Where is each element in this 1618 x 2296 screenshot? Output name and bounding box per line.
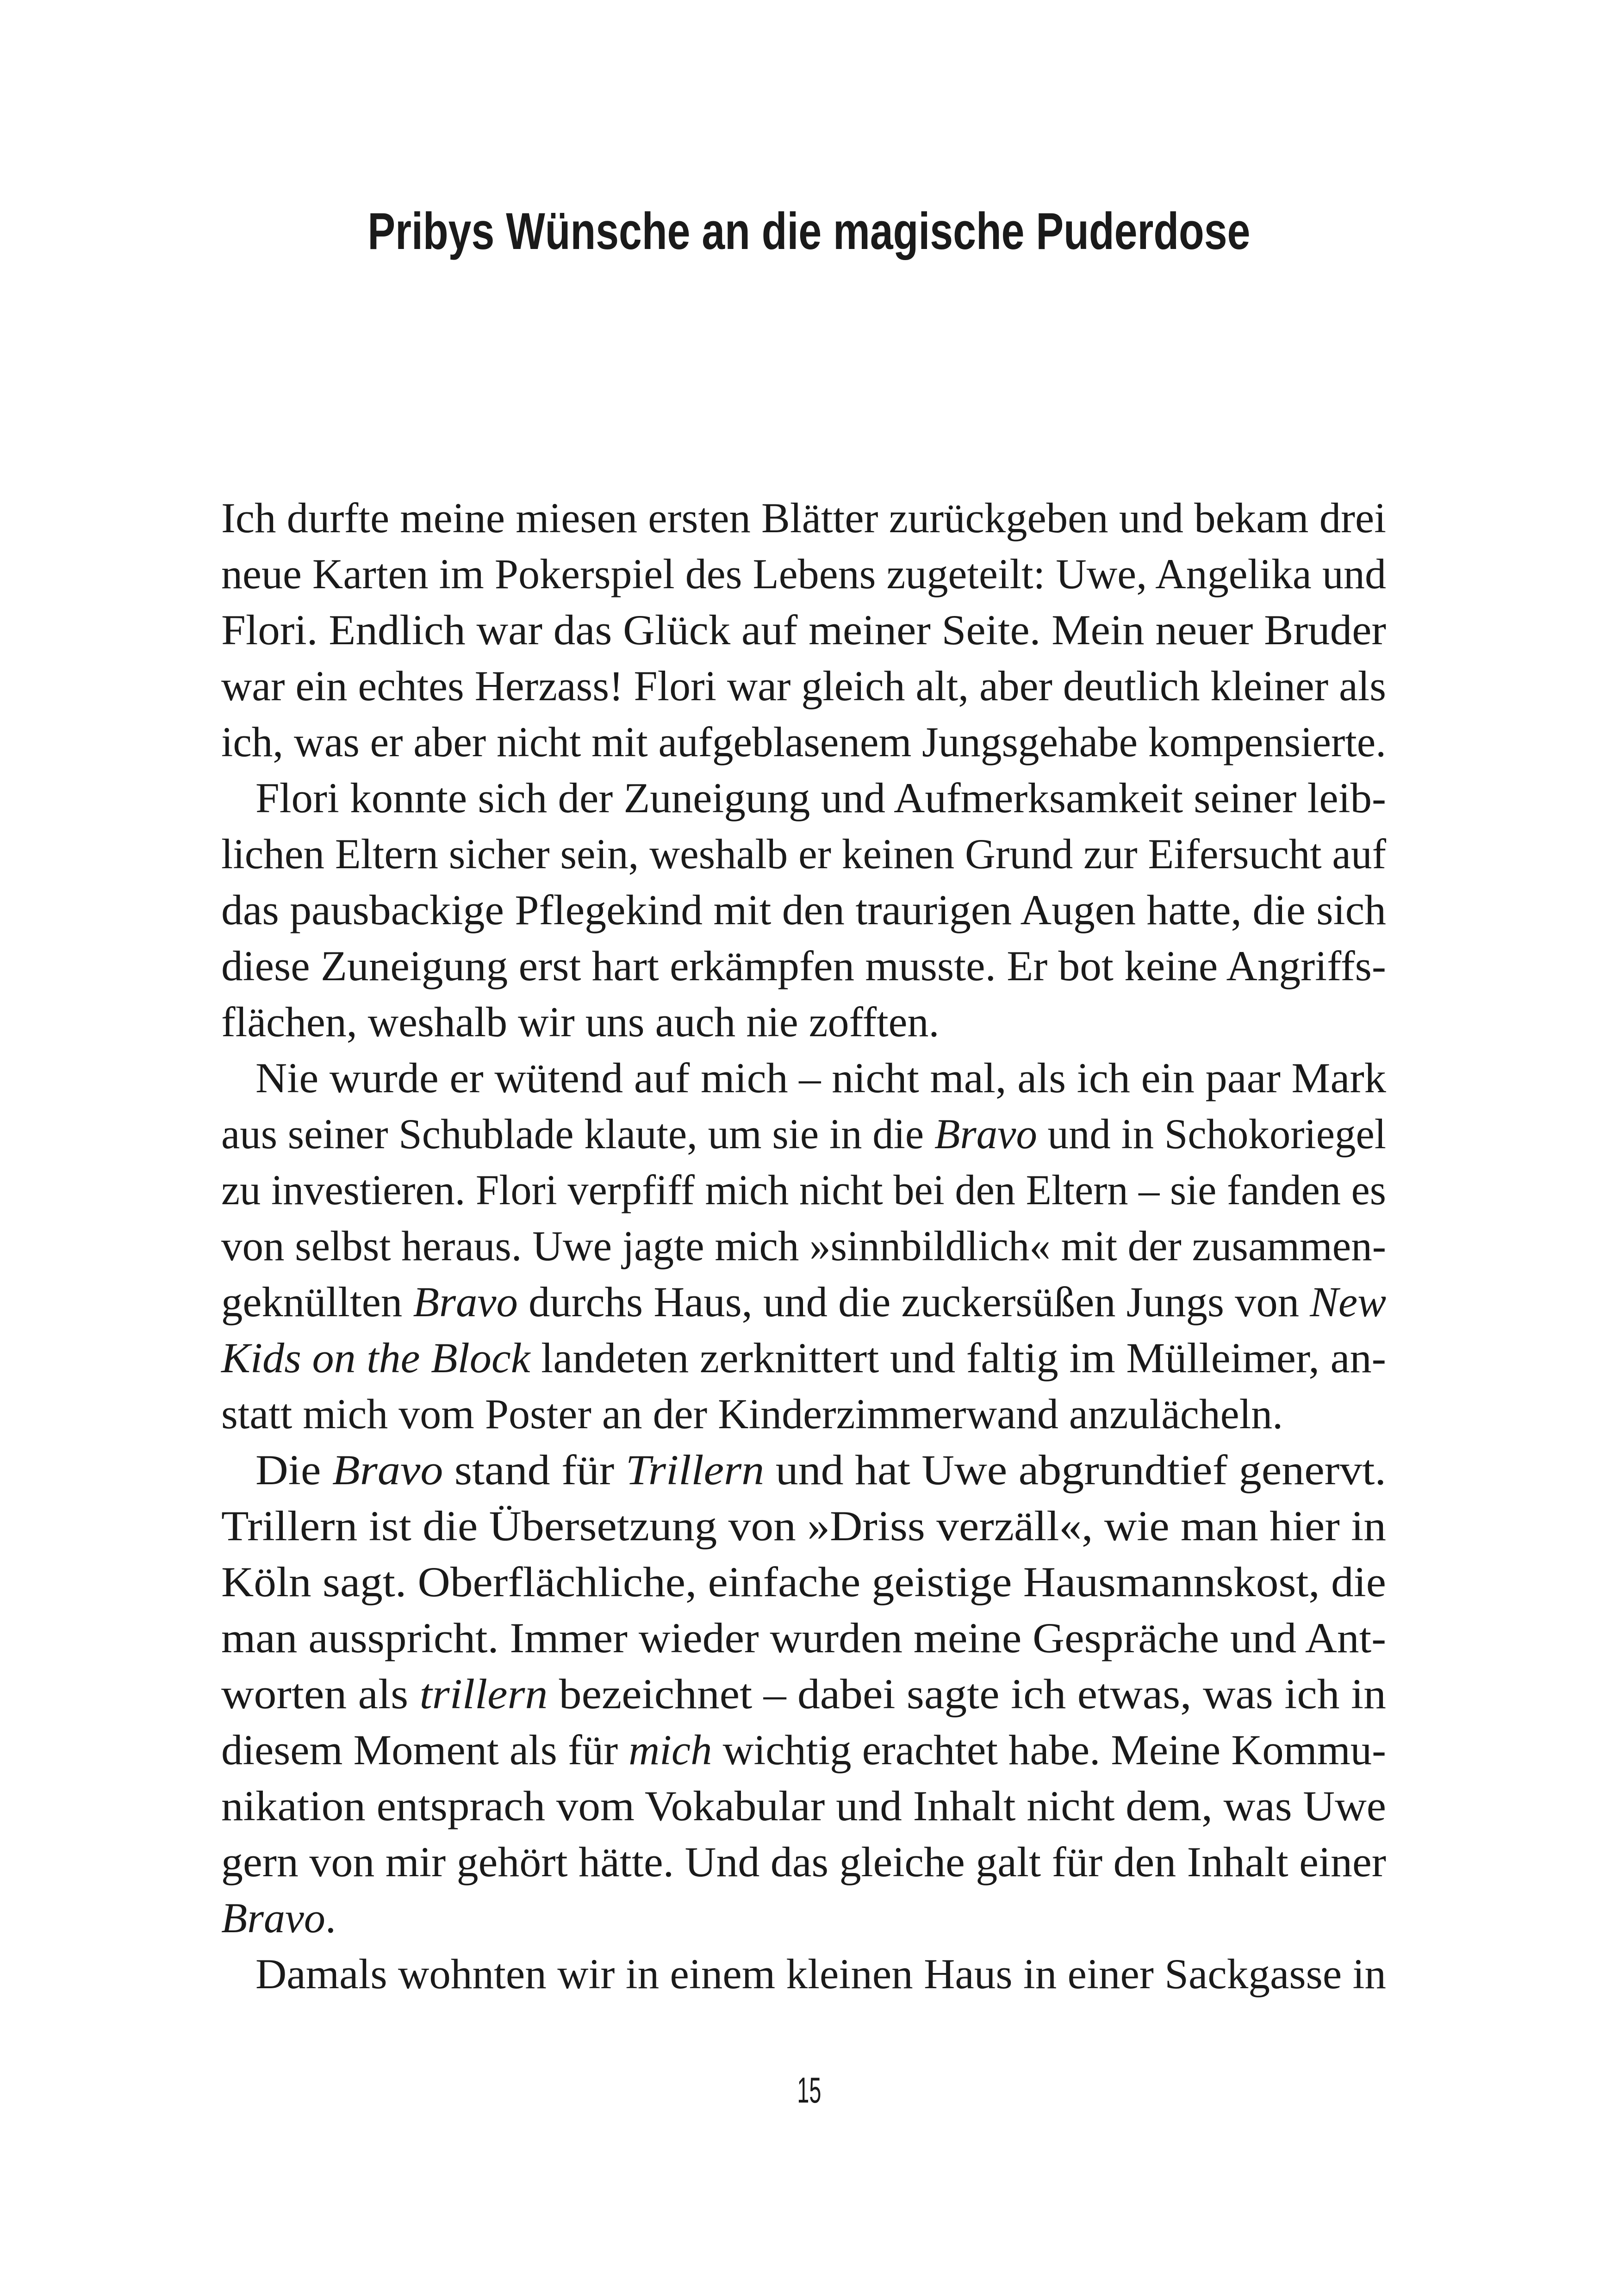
text-span: man ausspricht. Immer wieder wurden meine Gespräche und Ant-: [221, 1614, 1386, 1661]
text-line-content: [221, 994, 940, 1050]
text-line-content: [221, 1498, 1386, 1554]
text-line: [221, 1890, 1386, 1946]
text-span: diese Zuneigung erst hart erkämpfen musste. Er bot keine Angriffs-: [221, 942, 1386, 989]
text-line: [221, 1498, 1386, 1554]
text-line: [221, 1778, 1386, 1834]
text-line-content: [221, 1666, 1386, 1722]
text-span: nikation entsprach vom Vokabular und Inhalt nicht dem, was Uwe: [221, 1782, 1386, 1829]
italic-text: New: [1310, 1278, 1386, 1325]
text-span: stand für: [443, 1446, 626, 1493]
text-line-content: [221, 1778, 1386, 1834]
text-line-content: [255, 770, 1386, 826]
text-line-content: [221, 826, 1386, 882]
text-line: [221, 1218, 1386, 1274]
text-span: von selbst heraus. Uwe jagte mich »sinnbildlich« mit der zusammen-: [221, 1222, 1386, 1269]
text-span: .: [325, 1894, 336, 1941]
text-line-content: [221, 1834, 1386, 1890]
text-line: [221, 1442, 1386, 1498]
text-line: [221, 714, 1386, 770]
text-span: und in Schokoriegel: [1037, 1110, 1386, 1157]
text-span: durchs Haus, und die zuckersüßen Jungs von: [517, 1278, 1310, 1325]
text-span: Ich durfte meine miesen ersten Blätter zurückgeben und bekam drei: [221, 494, 1386, 541]
chapter-heading-text: Pribys Wünsche an die magische Puderdose: [367, 202, 1251, 260]
text-span: das pausbackige Pflegekind mit den traurigen Augen hatte, die sich: [221, 886, 1386, 933]
text-span: Flori. Endlich war das Glück auf meiner Seite. Mein neuer Bruder: [221, 606, 1386, 653]
text-line: [221, 1610, 1386, 1666]
text-line: [221, 1834, 1386, 1890]
chapter-heading: [0, 199, 1618, 264]
text-line-content: [221, 882, 1386, 938]
italic-text: Bravo: [934, 1110, 1037, 1157]
text-line-content: [221, 1386, 1283, 1442]
text-span: flächen, weshalb wir uns auch nie zofften.: [221, 998, 940, 1045]
text-span: geknüllten: [221, 1278, 413, 1325]
text-line: [221, 546, 1386, 602]
text-line-content: [221, 1722, 1386, 1778]
text-line-content: [255, 1050, 1386, 1106]
text-span: zu investieren. Flori verpfiff mich nicht bei den Eltern – sie fanden es: [221, 1166, 1386, 1213]
italic-text: Trillern: [625, 1446, 765, 1493]
text-line-content: [221, 938, 1386, 994]
text-line: [221, 490, 1386, 546]
text-line: [221, 882, 1386, 938]
text-span: Damals wohnten wir in einem kleinen Haus in einer Sackgasse in: [255, 1950, 1386, 1997]
italic-text: trillern: [419, 1670, 548, 1717]
text-line: [221, 1050, 1386, 1106]
italic-text: Kids on the Block: [221, 1334, 530, 1381]
text-line: [221, 826, 1386, 882]
text-span: bezeichnet – dabei sagte ich etwas, was ich in: [548, 1670, 1386, 1717]
text-line: [221, 770, 1386, 826]
body-text: [221, 490, 1386, 2002]
text-line-content: [255, 1946, 1386, 2002]
text-line-content: [221, 490, 1386, 546]
text-line: [221, 1386, 1386, 1442]
text-line: [221, 1162, 1386, 1218]
text-line: [221, 938, 1386, 994]
text-line-content: [221, 658, 1386, 714]
text-line-content: [221, 1218, 1386, 1274]
text-line: [221, 994, 1386, 1050]
text-span: Trillern ist die Übersetzung von »Driss verzäll«, wie man hier in: [221, 1502, 1386, 1549]
text-line: [221, 1946, 1386, 2002]
text-line: [221, 1330, 1386, 1386]
text-span: wichtig erachtet habe. Meine Kommu-: [712, 1726, 1386, 1773]
text-span: Die: [255, 1446, 332, 1493]
text-span: landeten zerknittert und faltig im Mülleimer, an-: [530, 1334, 1386, 1381]
text-span: statt mich vom Poster an der Kinderzimmerwand anzulächeln.: [221, 1390, 1283, 1437]
page-number: [0, 2067, 1618, 2113]
text-line-content: [221, 1610, 1386, 1666]
text-span: diesem Moment als für: [221, 1726, 629, 1773]
text-line-content: [255, 1442, 1386, 1498]
text-span: lichen Eltern sicher sein, weshalb er keinen Grund zur Eifersucht auf: [221, 830, 1386, 877]
italic-text: Bravo: [413, 1278, 518, 1325]
text-span: neue Karten im Pokerspiel des Lebens zugeteilt: Uwe, Angelika und: [221, 550, 1386, 597]
text-line-content: [221, 546, 1386, 602]
text-span: aus seiner Schublade klaute, um sie in die: [221, 1110, 934, 1157]
text-line-content: [221, 1554, 1386, 1610]
text-line-content: [221, 602, 1386, 658]
text-line-content: [221, 1274, 1386, 1330]
text-line-content: [221, 1330, 1386, 1386]
text-line: [221, 1722, 1386, 1778]
text-span: worten als: [221, 1670, 420, 1717]
text-line: [221, 602, 1386, 658]
text-span: und hat Uwe abgrundtief genervt.: [764, 1446, 1386, 1493]
italic-text: Bravo: [332, 1446, 443, 1493]
text-line-content: [221, 1106, 1386, 1162]
text-span: ich, was er aber nicht mit aufgeblasenem Jungsgehabe kompensierte.: [221, 718, 1386, 765]
text-span: Nie wurde er wütend auf mich – nicht mal, als ich ein paar Mark: [255, 1054, 1386, 1101]
text-line: [221, 1106, 1386, 1162]
text-line: [221, 1554, 1386, 1610]
text-span: Flori konnte sich der Zuneigung und Aufmerksamkeit seiner leib-: [255, 774, 1386, 821]
italic-text: mich: [629, 1726, 712, 1773]
text-line: [221, 658, 1386, 714]
text-span: gern von mir gehört hätte. Und das gleiche galt für den Inhalt einer: [221, 1838, 1386, 1885]
page-number-text: 15: [797, 2070, 821, 2110]
text-line: [221, 1274, 1386, 1330]
text-line-content: [221, 1890, 336, 1946]
text-line: [221, 1666, 1386, 1722]
text-span: war ein echtes Herzass! Flori war gleich alt, aber deutlich kleiner als: [221, 662, 1386, 709]
text-line-content: [221, 1162, 1386, 1218]
text-line-content: [221, 714, 1386, 770]
text-span: Köln sagt. Oberflächliche, einfache geistige Hausmannskost, die: [221, 1558, 1386, 1605]
italic-text: Bravo: [221, 1894, 325, 1941]
